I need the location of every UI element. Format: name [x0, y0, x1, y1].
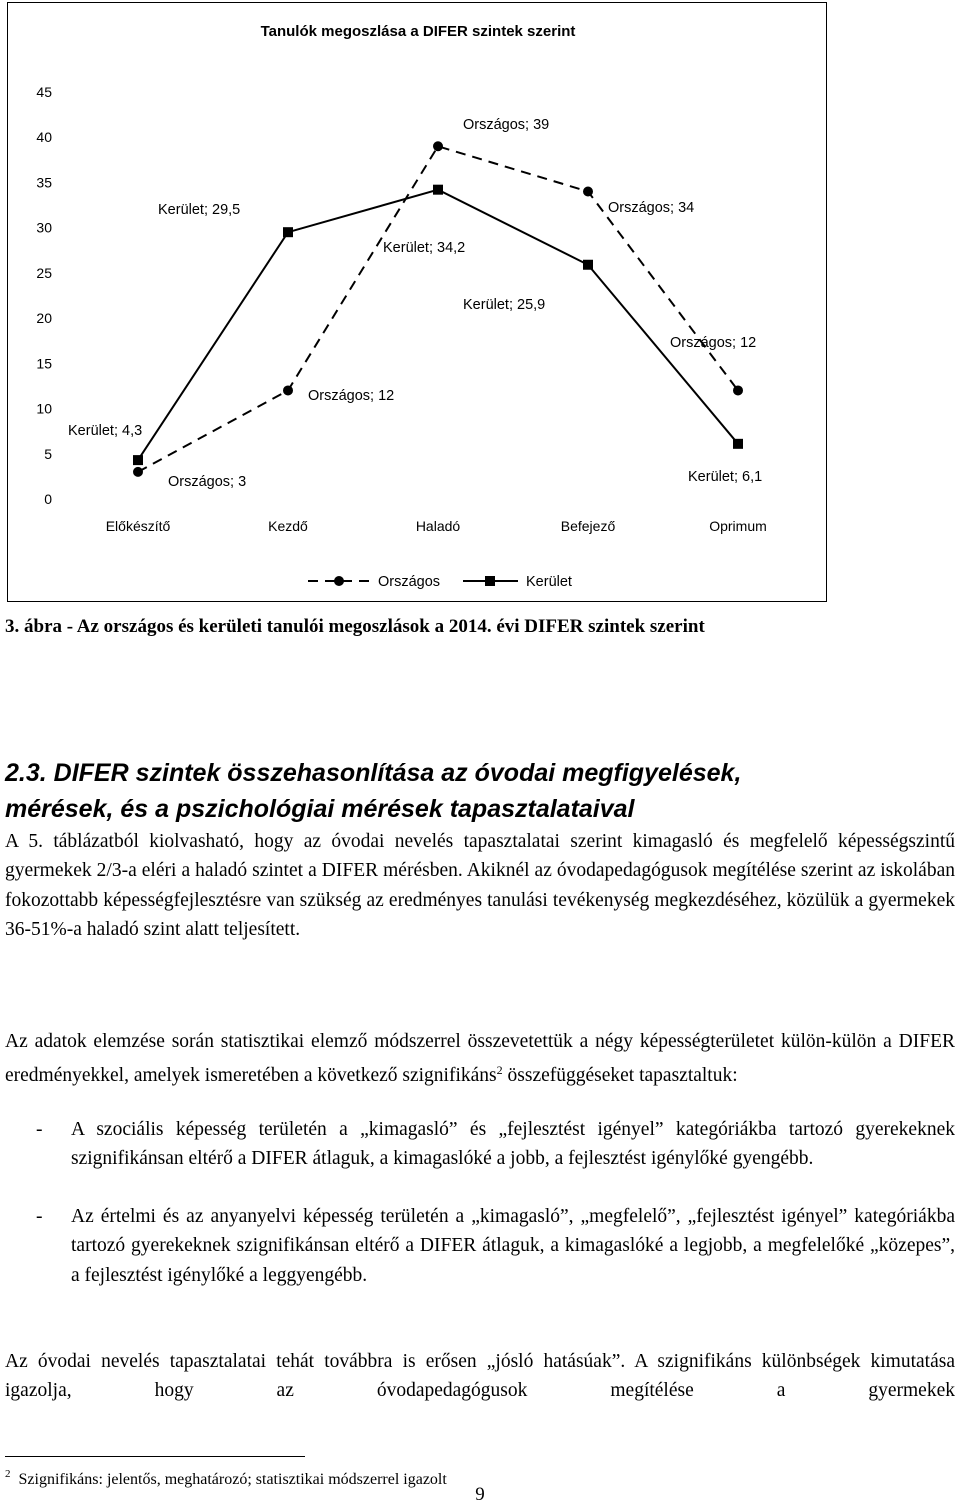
- data-label: Országos; 39: [463, 117, 550, 133]
- x-tick-label: Haladó: [415, 518, 461, 534]
- y-tick-label: 35: [36, 174, 52, 191]
- x-tick-label: Előkészítő: [105, 518, 171, 534]
- legend-label: Kerület: [526, 574, 572, 590]
- list-dash: -: [36, 1206, 43, 1227]
- footnote-divider: [5, 1456, 305, 1457]
- paragraph-3: Az óvodai nevelés tapasztalatai tehát továbbra is erősen „jósló hatásúak”. A szignifikáns különbségek kimutatása igazolja, hogy az óvodapedagógusok megítélése a gyermekek: [5, 1351, 955, 1402]
- data-point: [583, 260, 593, 270]
- data-label: Országos; 12: [670, 335, 757, 351]
- section-heading-line2: mérések, és a pszichológiai mérések tapasztalataival: [5, 795, 635, 823]
- paragraph-1: A 5. táblázatból kiolvasható, hogy az óvodai nevelés tapasztalatai szerint kimagasló és megfelelő képességszintű gyermekek 2/3-a eléri a haladó szintet a DIFER mérésben. Akiknél az óvodapedagógusok megítélése szerint az iskolában fokozottabb képességfejlesztésre van szükség az eredményes tanulási tevékenység megkezdéséhez, közülük a gyermekek 36-51%-a haladó szint alatt teljesített.: [5, 831, 955, 940]
- footnote-reference: 2: [496, 1063, 503, 1078]
- y-tick-label: 30: [36, 219, 52, 236]
- data-point: [583, 186, 593, 196]
- section-heading: [5, 755, 945, 827]
- x-tick-label: Befejező: [560, 518, 616, 534]
- y-tick-label: 0: [44, 491, 52, 507]
- data-label: Kerület; 6,1: [688, 469, 763, 485]
- data-point: [283, 227, 293, 237]
- data-point: [733, 439, 743, 449]
- data-label: Országos; 3: [168, 474, 247, 490]
- y-tick-label: 15: [36, 355, 52, 372]
- y-tick-label: 25: [36, 264, 52, 281]
- data-label: Kerület; 29,5: [158, 202, 241, 218]
- page-number: 9: [475, 1484, 485, 1505]
- data-label: Kerület; 25,9: [463, 297, 546, 313]
- list-item: [36, 1115, 955, 1174]
- data-label: Kerület; 34,2: [383, 240, 466, 256]
- section-heading-line1: 2.3. DIFER szintek összehasonlítása az óvodai megfigyelések,: [5, 759, 742, 787]
- list-dash: -: [36, 1119, 43, 1140]
- paragraph-2-text-end: összefüggéseket tapasztaltuk:: [502, 1065, 738, 1087]
- y-tick-label: 5: [44, 445, 52, 462]
- footnote-mark: 2: [5, 1468, 11, 1480]
- chart-title: Tanulók megoszlása a DIFER szintek szerint: [260, 23, 576, 40]
- legend-label: Országos: [378, 574, 441, 590]
- list-item: [36, 1202, 955, 1290]
- data-point: [133, 467, 143, 477]
- data-point: [133, 455, 143, 465]
- data-point: [283, 385, 293, 395]
- legend-marker-kerulet: [485, 576, 495, 586]
- series-line-1: [138, 190, 738, 460]
- y-tick-label: 20: [36, 310, 52, 327]
- figure-caption: 3. ábra - Az országos és kerületi tanulói megoszlások a 2014. évi DIFER szintek szerint: [5, 616, 705, 637]
- legend-marker-orszagos: [334, 576, 344, 586]
- list-item-text: A szociális képesség területén a „kimagasló” és „fejlesztést igényel” kategóriákba tartozó gyerekeknek szignifikánsan eltérő a DIFER átlaguk, a kimagaslóké a jobb, a fejlesztést igénylőké gyengébb.: [71, 1119, 955, 1170]
- data-point: [433, 141, 443, 151]
- paragraph-2-text: Az adatok elemzése során statisztikai elemző módszerrel összevetettük a négy képességterületet külön-külön a DIFER eredményekkel, amelyek ismeretében a következő szignifikáns: [5, 1031, 955, 1087]
- y-tick-label: 40: [36, 129, 52, 146]
- data-label: Országos; 34: [608, 200, 695, 216]
- x-tick-label: Oprimum: [709, 518, 767, 534]
- list-item-text: Az értelmi és az anyanyelvi képesség területén a „kimagasló”, „megfelelő”, „fejlesztést igényel” kategóriákba tartozó gyerekeknek szignifikánsan eltérő a DIFER átlaguk, a kimagaslóké a legjobb, a megfelelőké „közepes”, a fejlesztést igénylőké a leggyengébb.: [71, 1206, 955, 1286]
- line-chart: [8, 3, 828, 603]
- data-point: [433, 185, 443, 195]
- y-tick-label: 10: [36, 400, 52, 417]
- chart-frame: [7, 2, 827, 602]
- x-tick-label: Kezdő: [268, 518, 308, 534]
- paragraph-2: [5, 1027, 955, 1091]
- data-label: Kerület; 4,3: [68, 423, 143, 439]
- series-line-0: [138, 146, 738, 472]
- data-label: Országos; 12: [308, 388, 395, 404]
- y-tick-label: 45: [36, 84, 52, 100]
- footnote-text: Szignifikáns: jelentős, meghatározó; statisztikai módszerrel igazolt: [18, 1471, 447, 1488]
- data-point: [733, 385, 743, 395]
